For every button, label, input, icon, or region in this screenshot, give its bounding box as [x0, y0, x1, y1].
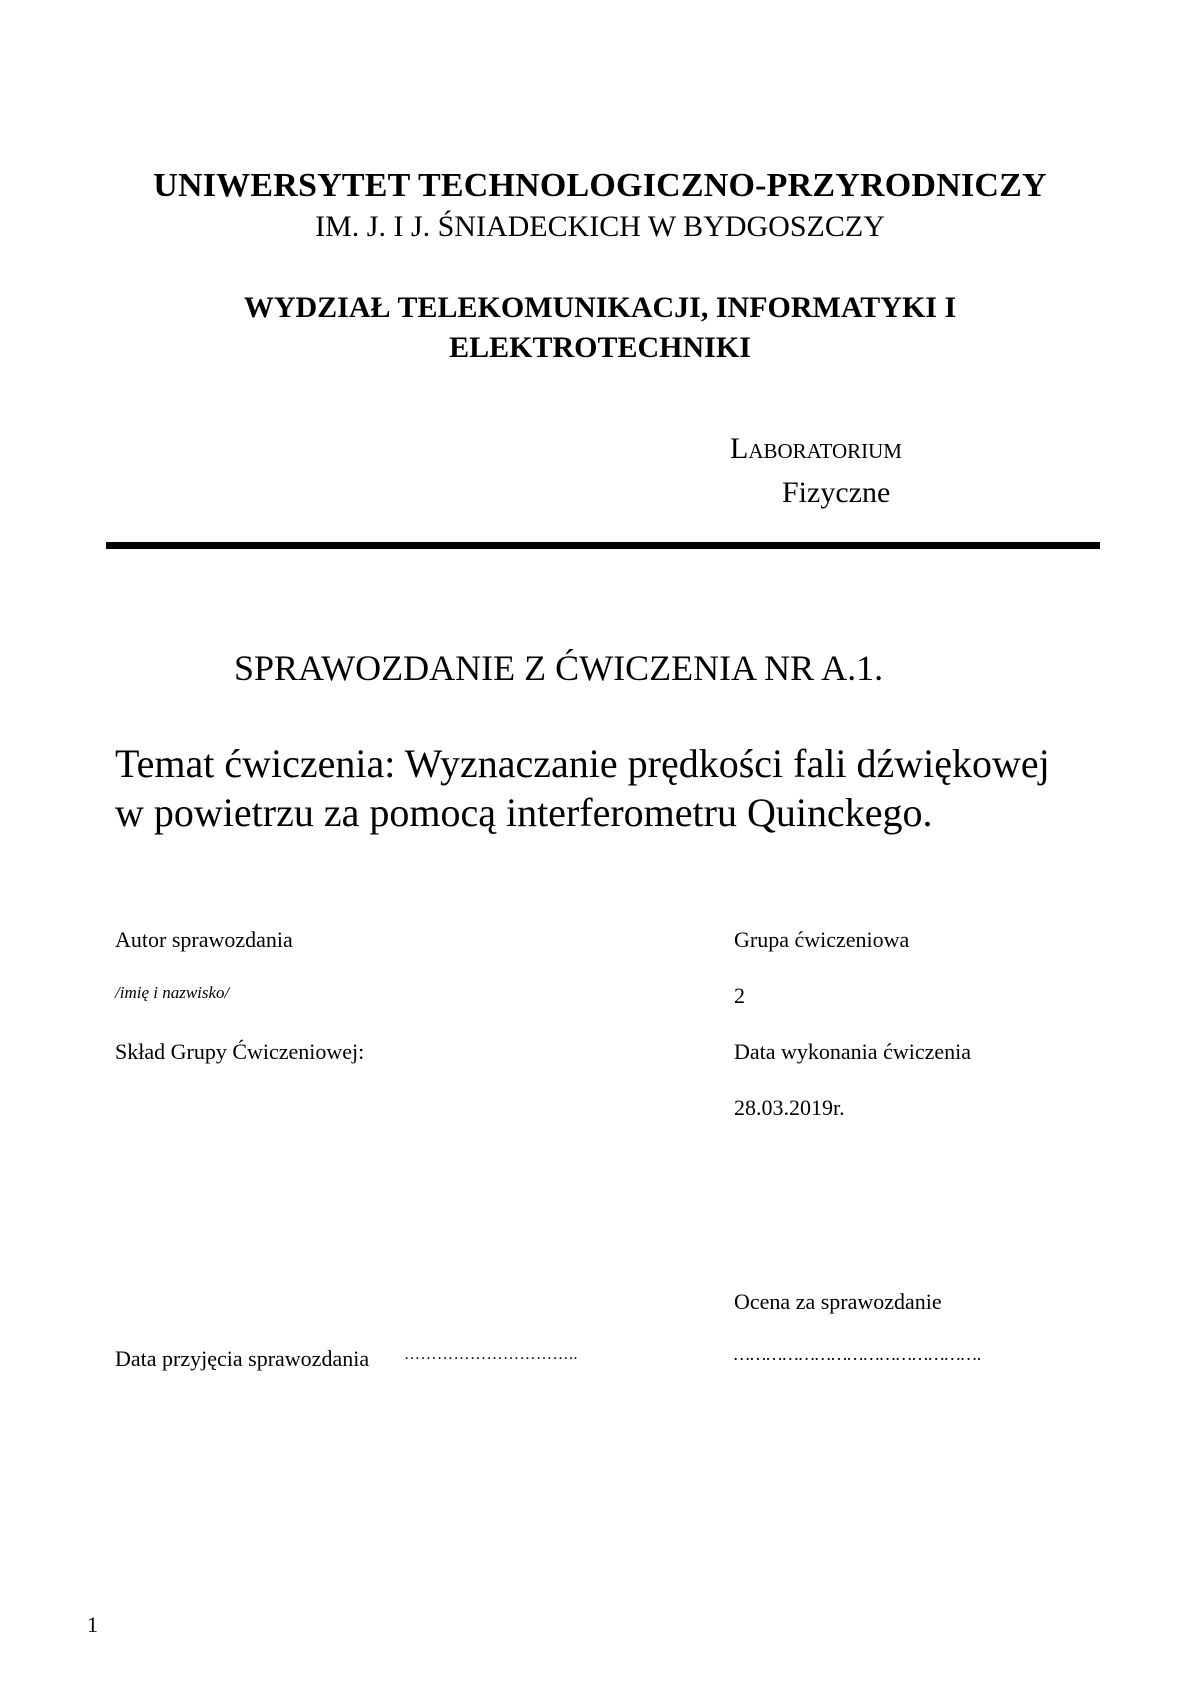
author-label: Autor sprawozdania: [115, 927, 293, 952]
faculty-name-line2: ELEKTROTECHNIKI: [449, 331, 751, 364]
exercise-date-value: 28.03.2019r.: [734, 1095, 845, 1120]
grade-label: Ocena za sprawozdanie: [734, 1289, 942, 1314]
topic-line-2: w powietrzu za pomocą interferometru Quinckego.: [115, 790, 933, 835]
author-hint: /imię i nazwisko/: [115, 983, 230, 1002]
lab-subtitle: Fizyczne: [782, 476, 891, 509]
header-divider: [106, 542, 1100, 549]
report-title: SPRAWOZDANIE Z ĆWICZENIA NR A.1.: [234, 648, 884, 688]
acceptance-date-label: Data przyjęcia sprawozdania: [115, 1346, 370, 1371]
faculty-name-line1: WYDZIAŁ TELEKOMUNIKACJI, INFORMATYKI I: [243, 291, 957, 324]
acceptance-date-dotted-line: …………………………..: [404, 1346, 578, 1363]
group-members-label: Skład Grupy Ćwiczeniowej:: [115, 1039, 365, 1064]
grade-dotted-line: ……………………………………….: [734, 1344, 982, 1364]
group-value: 2: [734, 983, 745, 1008]
topic-line-1: Temat ćwiczenia: Wyznaczanie prędkości fali dźwiękowej: [115, 741, 1050, 786]
group-label: Grupa ćwiczeniowa: [734, 927, 910, 952]
lab-title: Laboratorium: [730, 432, 902, 465]
university-subtitle: IM. J. I J. ŚNIADECKICH W BYDGOSZCZY: [315, 210, 885, 243]
page-number: 1: [87, 1612, 98, 1637]
university-name: UNIWERSYTET TECHNOLOGICZNO-PRZYRODNICZY: [153, 167, 1047, 204]
exercise-date-label: Data wykonania ćwiczenia: [734, 1039, 971, 1064]
